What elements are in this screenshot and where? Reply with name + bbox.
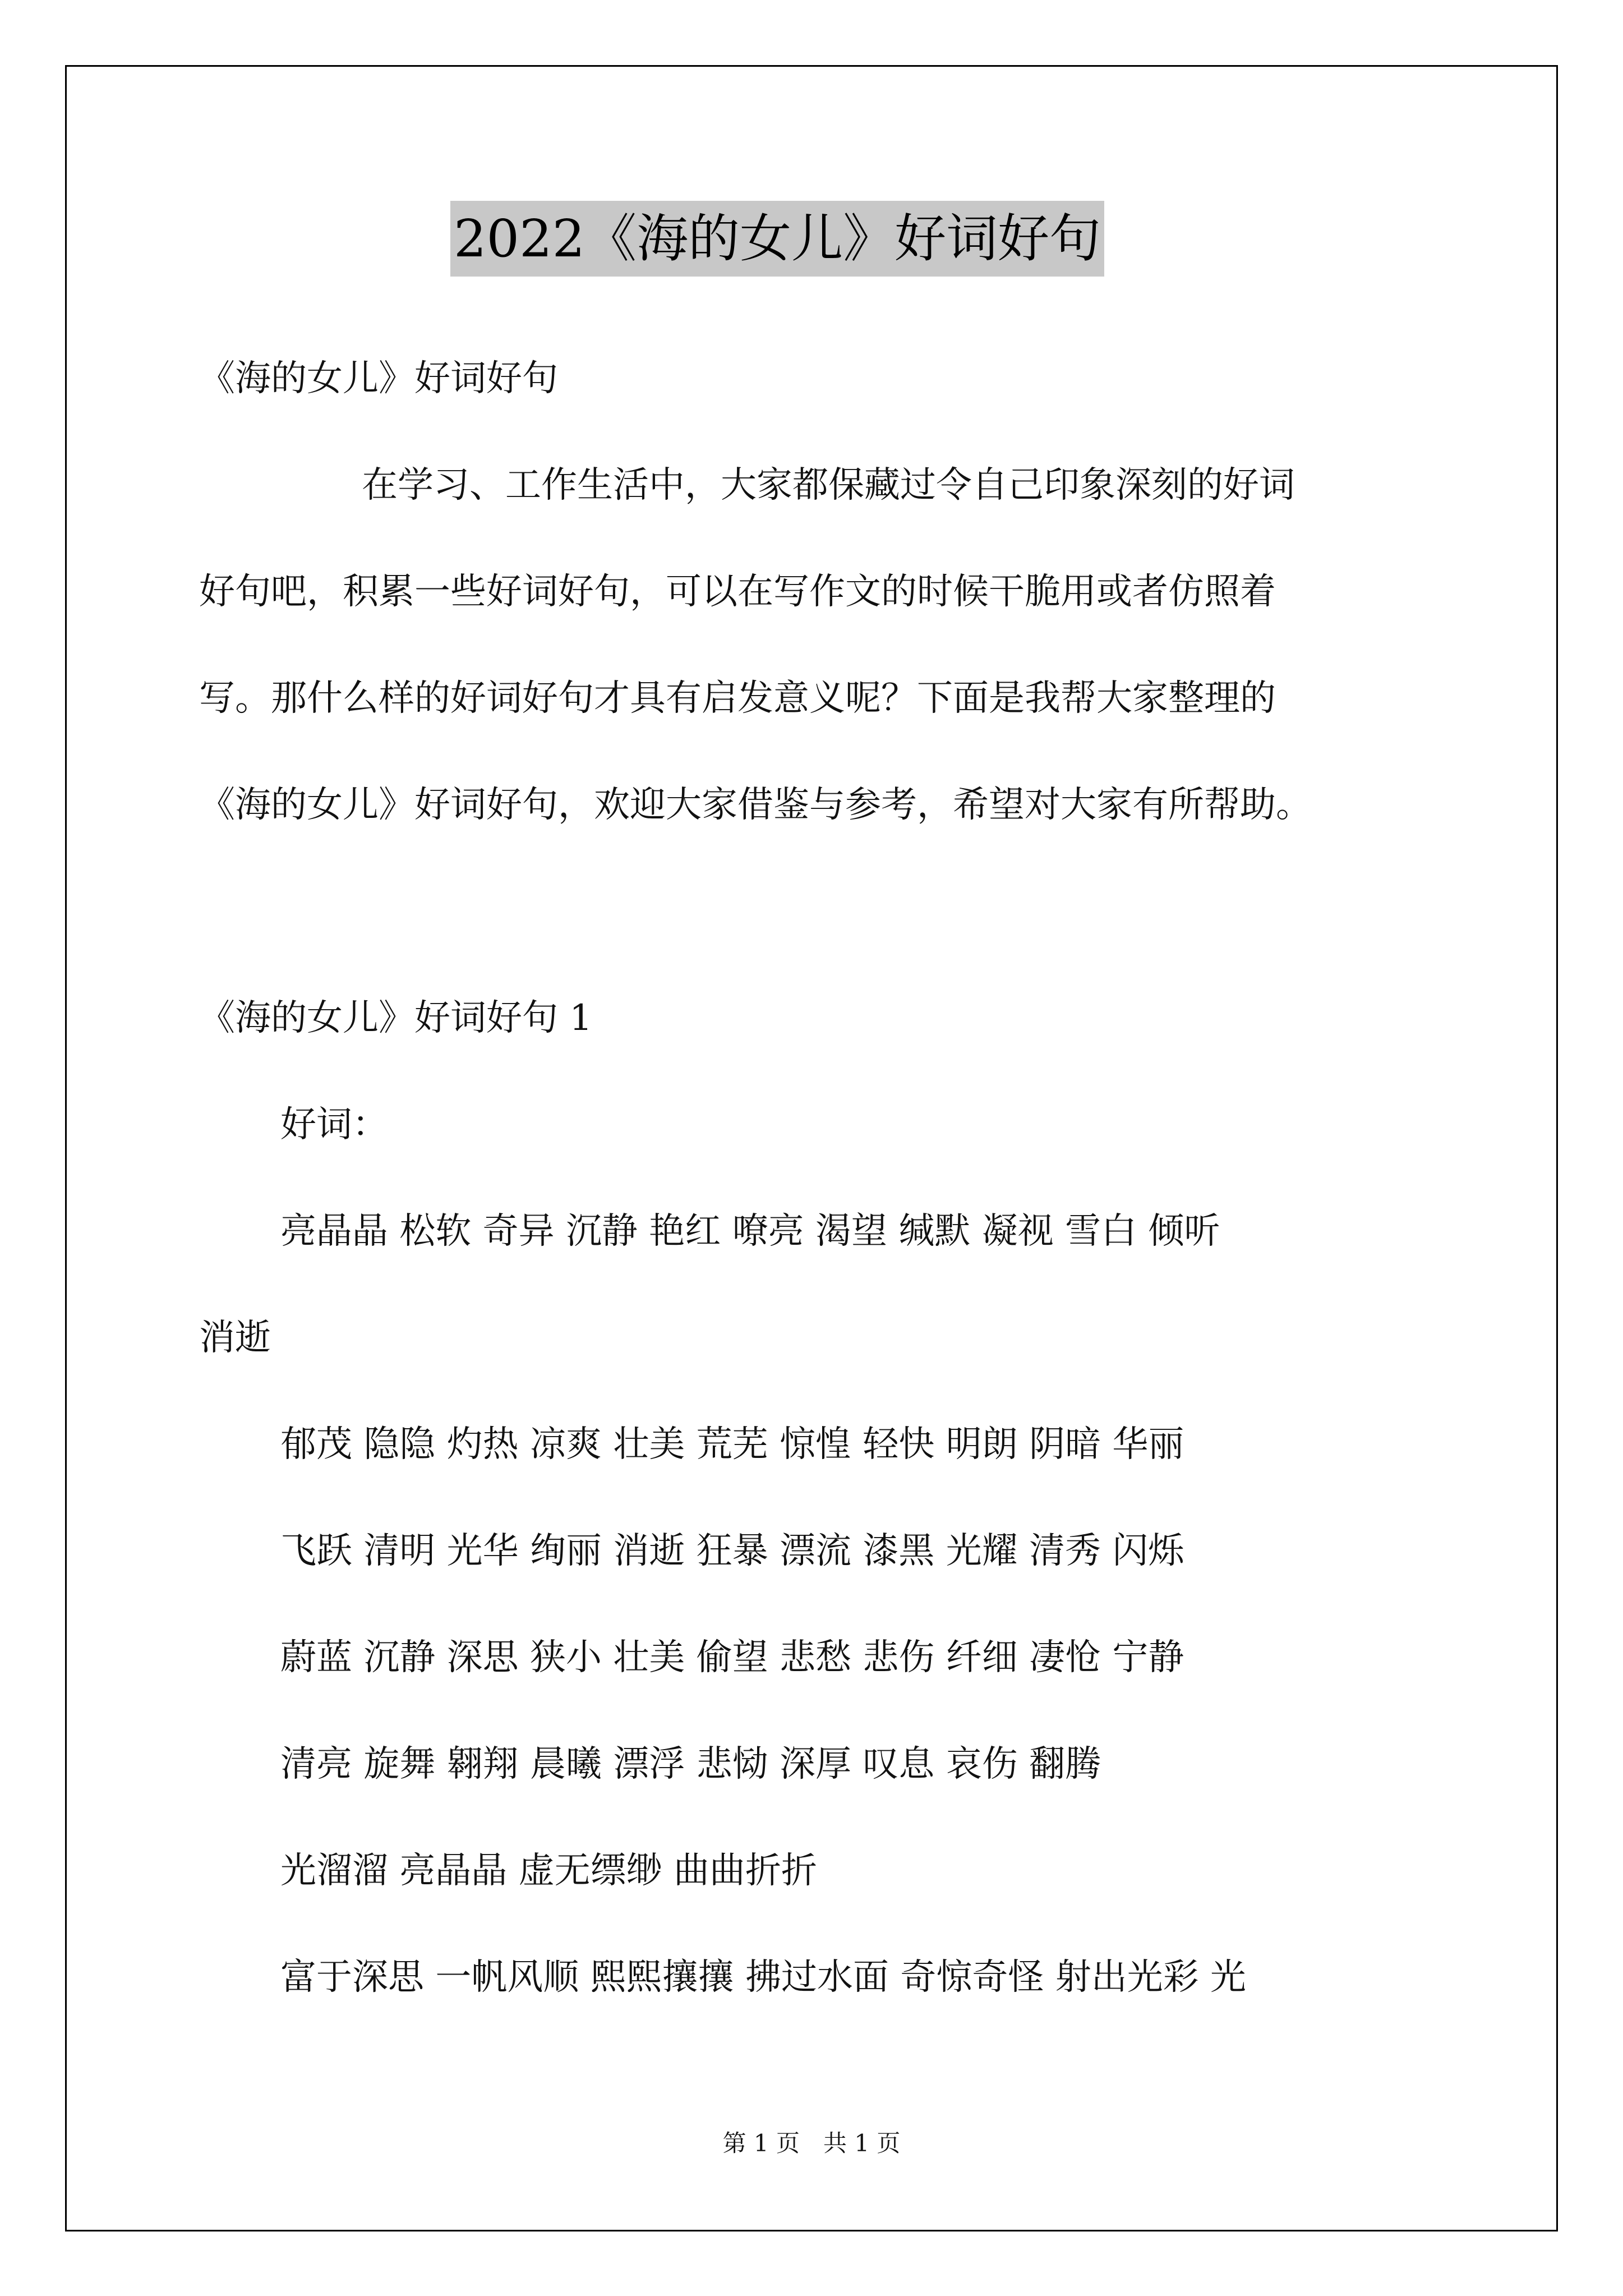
- word-line: 光溜溜 亮晶晶 虚无缥缈 曲曲折折: [280, 1850, 818, 1892]
- document-title: 2022《海的女儿》好词好句: [450, 201, 1104, 277]
- word-line: 蔚蓝 沉静 深思 狭小 壮美 偷望 悲愁 悲伤 纤细 凄怆 宁静: [280, 1637, 1184, 1678]
- word-line: 飞跃 清明 光华 绚丽 消逝 狂暴 漂流 漆黑 光耀 清秀 闪烁: [280, 1530, 1184, 1572]
- section-heading: 《海的女儿》好词好句 1: [199, 997, 593, 1039]
- intro-line-2: 好句吧，积累一些好词好句，可以在写作文的时候干脆用或者仿照着: [199, 571, 1276, 613]
- word-line: 清亮 旋舞 翱翔 晨曦 漂浮 悲恸 深厚 叹息 哀伤 翻腾: [280, 1743, 1101, 1785]
- words-label: 好词：: [280, 1104, 388, 1145]
- word-line: 消逝: [199, 1317, 271, 1359]
- intro-line-1: 在学习、工作生活中，大家都保藏过令自己印象深刻的好词: [362, 464, 1295, 506]
- word-line: 富于深思 一帆风顺 熙熙攘攘 拂过水面 奇惊奇怪 射出光彩 光: [280, 1957, 1247, 1998]
- page-footer: 第 1 页 共 1 页: [722, 2129, 901, 2157]
- subtitle: 《海的女儿》好词好句: [199, 358, 558, 399]
- intro-line-3: 写。那什么样的好词好句才具有启发意义呢？下面是我帮大家整理的: [199, 678, 1276, 719]
- word-line: 亮晶晶 松软 奇异 沉静 艳红 嘹亮 渴望 缄默 凝视 雪白 倾听: [280, 1211, 1220, 1252]
- intro-line-4: 《海的女儿》好词好句，欢迎大家借鉴与参考，希望对大家有所帮助。: [199, 784, 1312, 826]
- word-line: 郁茂 隐隐 灼热 凉爽 壮美 荒芜 惊惶 轻快 明朗 阴暗 华丽: [280, 1424, 1184, 1465]
